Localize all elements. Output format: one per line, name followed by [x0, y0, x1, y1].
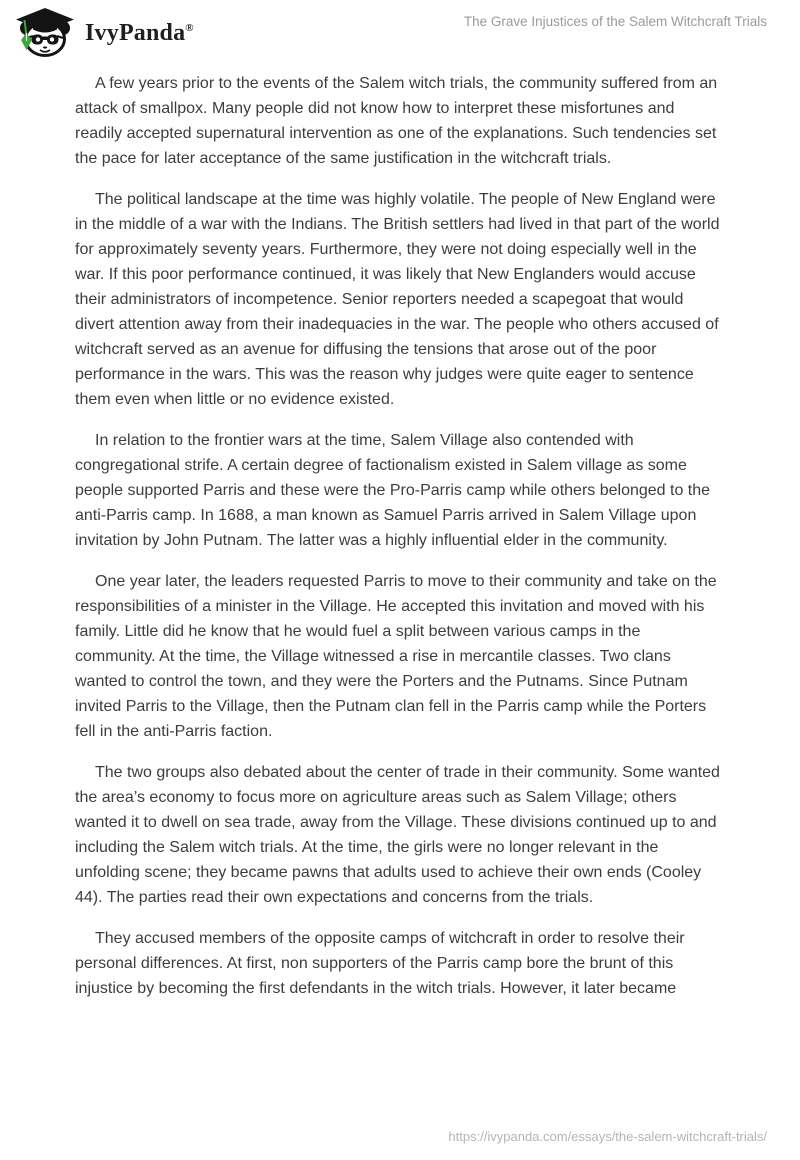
- ivypanda-brand: [14, 7, 194, 57]
- essay-paragraph: The two groups also debated about the center of trade in their community. Some wanted the area’s economy to focus more on agriculture areas such as Salem Village; others wanted it to dwell on sea trade, away from the Village. These divisions continued up to and including the Salem witch trials. At the time, the girls were no longer relevant in the unfolding scene; they became pawns that adults used to achieve their own ends (Cooley 44). The parties read their own expectations and concerns from the trials.: [75, 764, 720, 906]
- essay-paragraph: In relation to the frontier wars at the time, Salem Village also contended with congregational strife. A certain degree of factionalism existed in Salem village as some people supported Parris and these were the Pro-Parris camp while others belonged to the anti-Parris camp. In 1688, a man known as Samuel Parris arrived in Salem Village upon invitation by John Putnam. The latter was a highly influential elder in the community.: [75, 432, 711, 549]
- source-url: https://ivypanda.com/essays/the-salem-witchcraft-trials/: [448, 1129, 767, 1144]
- brand-name-text: IvyPanda: [85, 19, 186, 46]
- essay-body: [75, 71, 721, 1017]
- essay-paragraph: The political landscape at the time was highly volatile. The people of New England were in the middle of a war with the Indians. The British settlers had lived in that part of the world for approximately seventy years. Furthermore, they were not doing especially well in the war. If this poor performance continued, it was likely that New Englanders would accuse their administrators of incompetence. Senior reporters needed a scapegoat that would divert attention away from their inadequacies in the war. The people who others accused of witchcraft served as an avenue for diffusing the tensions that arose out of the poor performance in the wars. This was the reason why judges were quite eager to sentence them even when little or no evidence existed.: [75, 191, 720, 408]
- essay-paragraph: One year later, the leaders requested Parris to move to their community and take on the responsibilities of a minister in the Village. He accepted this invitation and moved with his family. Little did he know that he would fuel a split between various camps in the community. At the time, the Village witnessed a rise in mercantile classes. Two clans wanted to control the town, and they were the Porters and the Putnams. Since Putnam invited Parris to the Village, then the Putnam clan fell in the Parris camp while the Porters fell in the anti-Parris faction.: [75, 573, 717, 740]
- registered-trademark-symbol: ®: [185, 21, 194, 34]
- brand-name: [85, 20, 194, 47]
- essay-paragraph: A few years prior to the events of the Salem witch trials, the community suffered from an attack of smallpox. Many people did not know how to interpret these misfortunes and readily accepted supernatural intervention as one of the explanations. Such tendencies set the pace for later acceptance of the same justification in the witchcraft trials.: [75, 75, 718, 167]
- essay-paragraph: They accused members of the opposite camps of witchcraft in order to resolve their personal differences. At first, non supporters of the Parris camp bore the brunt of this injustice by becoming the first defendants in the witch trials. However, it later became: [75, 930, 685, 997]
- document-title: The Grave Injustices of the Salem Witchcraft Trials: [463, 14, 767, 29]
- page-header: [14, 7, 767, 57]
- panda-graduate-logo-icon: [14, 7, 76, 57]
